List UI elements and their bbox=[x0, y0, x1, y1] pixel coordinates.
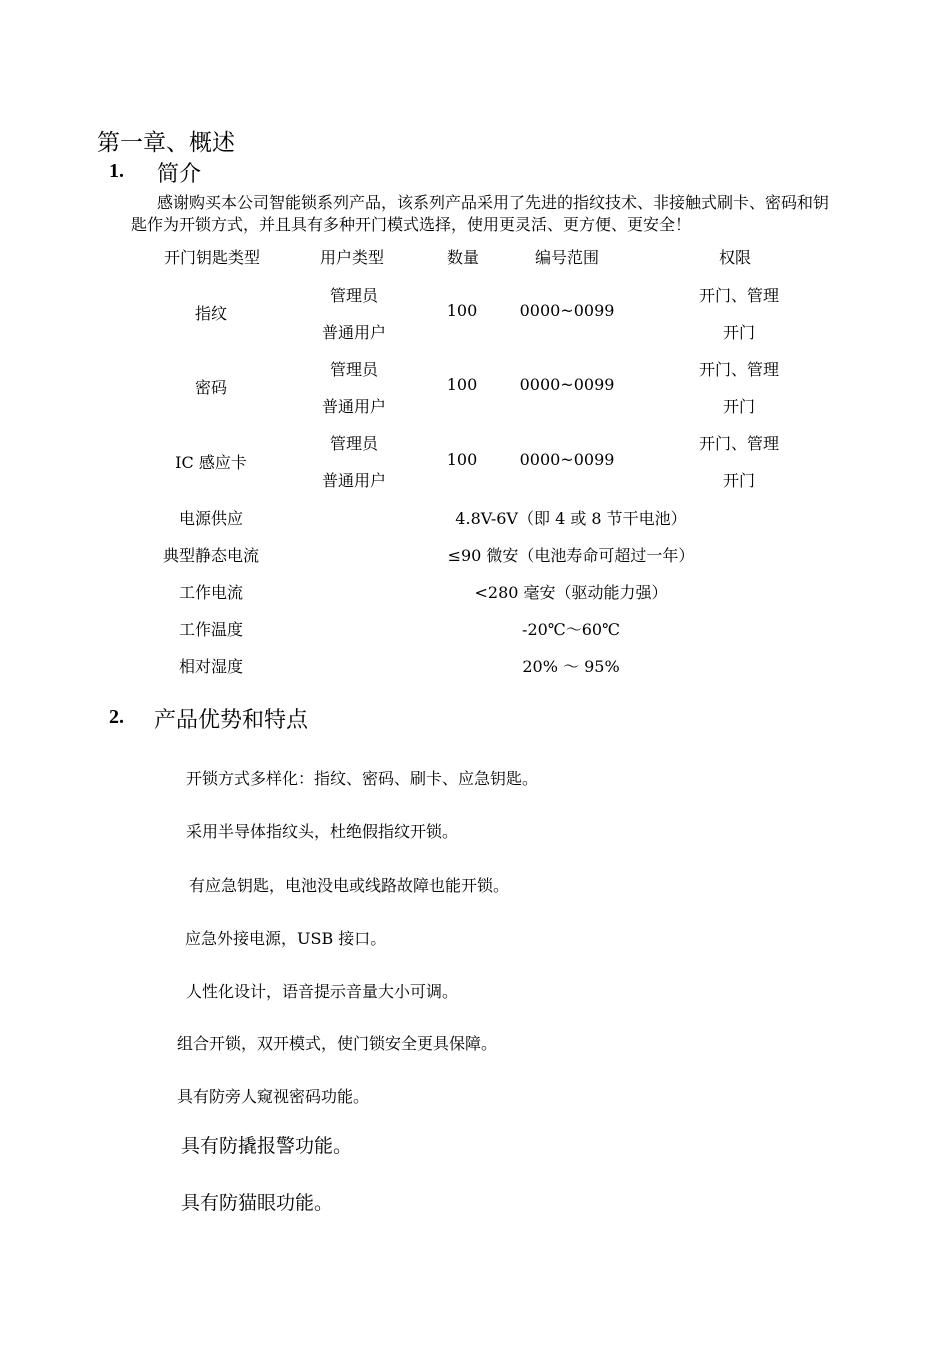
table-header-permission: 权限 bbox=[718, 248, 752, 267]
table-header-range: 编号范围 bbox=[534, 248, 600, 267]
spec-value: <280 毫安（驱动能力强） bbox=[474, 583, 668, 602]
table-cell-user: 管理员 bbox=[329, 360, 379, 379]
feature-item: 具有防旁人窥视密码功能。 bbox=[177, 1087, 370, 1106]
table-cell-key-type: IC 感应卡 bbox=[175, 453, 247, 472]
table-cell-user: 普通用户 bbox=[321, 323, 387, 342]
section-1-number: 1. bbox=[109, 160, 124, 182]
table-cell-key-type: 密码 bbox=[194, 378, 228, 397]
table-cell-range: 0000~0099 bbox=[519, 450, 615, 469]
table-cell-key-type: 指纹 bbox=[194, 304, 228, 323]
table-cell-permission: 开门 bbox=[722, 323, 756, 342]
feature-item: 具有防撬报警功能。 bbox=[181, 1135, 353, 1157]
table-cell-permission: 开门、管理 bbox=[698, 286, 780, 305]
spec-label: 典型静态电流 bbox=[162, 546, 260, 565]
intro-line-2: 匙作为开锁方式，并且具有多种开门模式选择，使用更灵活、更方便、更安全！ bbox=[131, 215, 692, 234]
table-cell-range: 0000~0099 bbox=[519, 301, 615, 320]
table-header-user-type: 用户类型 bbox=[319, 248, 385, 267]
table-cell-count: 100 bbox=[446, 375, 478, 394]
table-cell-user: 管理员 bbox=[329, 434, 379, 453]
feature-item: 组合开锁，双开模式，使门锁安全更具保障。 bbox=[177, 1034, 498, 1053]
feature-item: 具有防猫眼功能。 bbox=[181, 1192, 334, 1214]
section-2-number: 2. bbox=[109, 706, 124, 728]
spec-label: 电源供应 bbox=[178, 509, 244, 528]
spec-label: 工作温度 bbox=[178, 620, 244, 639]
section-2-title: 产品优势和特点 bbox=[154, 708, 309, 733]
table-cell-permission: 开门、管理 bbox=[698, 434, 780, 453]
table-header-key-type: 开门钥匙类型 bbox=[163, 248, 261, 267]
feature-item: 采用半导体指纹头，杜绝假指纹开锁。 bbox=[186, 822, 459, 841]
feature-item: 应急外接电源，USB 接口。 bbox=[185, 929, 387, 948]
table-cell-count: 100 bbox=[446, 450, 478, 469]
chapter-title: 第一章、概述 bbox=[97, 130, 235, 156]
spec-value: 20% ～ 95% bbox=[522, 657, 620, 676]
table-cell-permission: 开门 bbox=[722, 471, 756, 490]
section-1-title: 简介 bbox=[157, 162, 202, 187]
intro-line-1: 感谢购买本公司智能锁系列产品，该系列产品采用了先进的指纹技术、非接触式刷卡、密码和钥 bbox=[157, 193, 830, 212]
spec-value: -20℃～60℃ bbox=[522, 620, 620, 639]
table-cell-range: 0000~0099 bbox=[519, 375, 615, 394]
spec-value: 4.8V-6V（即 4 或 8 节干电池） bbox=[455, 509, 687, 528]
feature-item: 开锁方式多样化：指纹、密码、刷卡、应急钥匙。 bbox=[186, 769, 539, 788]
table-cell-permission: 开门 bbox=[722, 397, 756, 416]
table-header-count: 数量 bbox=[446, 248, 480, 267]
spec-value: ≤90 微安（电池寿命可超过一年） bbox=[447, 546, 695, 565]
table-cell-count: 100 bbox=[446, 301, 478, 320]
spec-label: 工作电流 bbox=[178, 583, 244, 602]
table-cell-user: 普通用户 bbox=[321, 397, 387, 416]
feature-item: 有应急钥匙，电池没电或线路故障也能开锁。 bbox=[189, 876, 510, 895]
spec-label: 相对湿度 bbox=[178, 657, 244, 676]
table-cell-user: 普通用户 bbox=[321, 471, 387, 490]
table-cell-permission: 开门、管理 bbox=[698, 360, 780, 379]
feature-item: 人性化设计，语音提示音量大小可调。 bbox=[186, 982, 459, 1001]
table-cell-user: 管理员 bbox=[329, 286, 379, 305]
